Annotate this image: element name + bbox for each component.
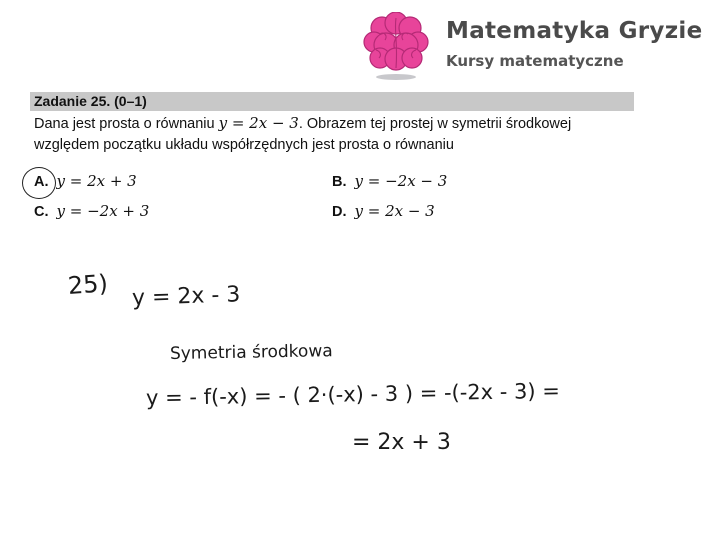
answer-equation: y = 2x + 3	[56, 172, 137, 190]
question-equation: y = 2x − 3	[218, 114, 299, 132]
logo	[360, 12, 710, 82]
answer-equation: y = 2x − 3	[354, 202, 435, 220]
answer-equation: y = −2x − 3	[354, 172, 448, 190]
brand-title: Matematyka Gryzie	[446, 18, 703, 44]
answer-equation: y = −2x + 3	[56, 202, 150, 220]
brain-icon	[360, 12, 432, 82]
brand-subtitle: Kursy matematyczne	[446, 52, 624, 70]
answer-letter: C.	[34, 204, 49, 220]
question-text-before: Dana jest prosta o równaniu	[34, 116, 215, 132]
answer-letter: A.	[34, 174, 49, 190]
handwritten-label: Symetria środkowa	[169, 341, 333, 364]
answer-letter: D.	[332, 204, 347, 220]
handwritten-line-1: y = 2x - 3	[131, 282, 241, 311]
task-header-label: Zadanie 25. (0–1)	[34, 93, 147, 109]
handwritten-line-3: = 2x + 3	[352, 430, 451, 455]
question-text-after: . Obrazem tej prostej w symetrii środkowej względem początku układu współrzędnych jest prosta o równaniu	[34, 116, 572, 153]
task-header	[30, 92, 634, 111]
answer-c[interactable]	[34, 202, 149, 220]
answer-b[interactable]	[332, 172, 447, 190]
answer-a[interactable]	[34, 172, 137, 190]
question-text	[34, 113, 634, 156]
answer-d[interactable]	[332, 202, 435, 220]
answer-letter: B.	[332, 174, 347, 190]
handwritten-line-2: y = - f(-x) = - ( 2·(-x) - 3 ) = -(-2x - 3) =	[145, 378, 561, 410]
handwritten-task-number: 25)	[67, 269, 109, 300]
